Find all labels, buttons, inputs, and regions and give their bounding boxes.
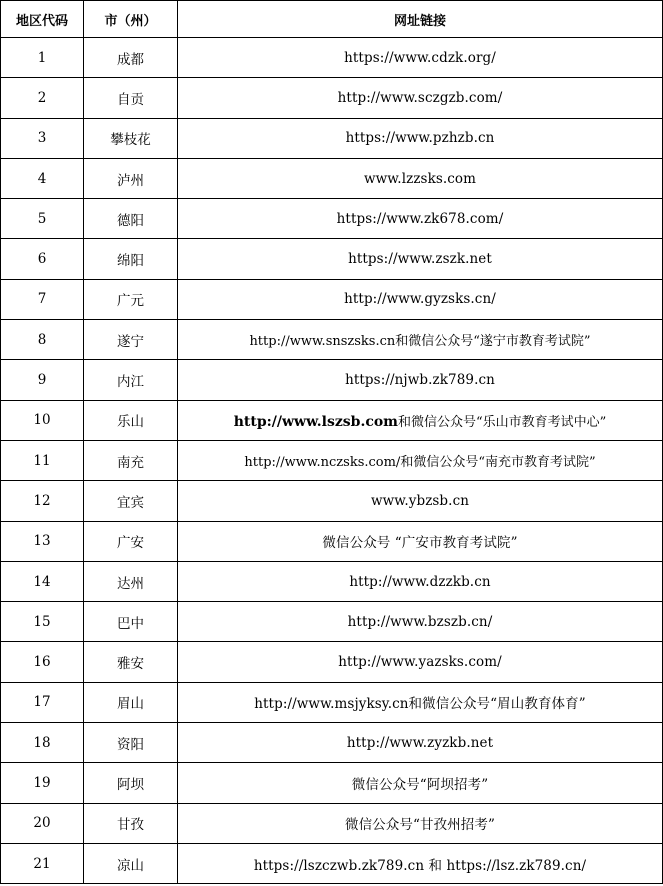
link-cell[interactable]: http://www.sczgzb.com/: [178, 78, 663, 118]
region-code-cell: 17: [1, 682, 84, 722]
link-cell[interactable]: http://www.gyzsks.cn/: [178, 279, 663, 319]
link-cell[interactable]: http://www.nczsks.com/和微信公众号“南充市教育考试院”: [178, 440, 663, 480]
header-link: 网址链接: [178, 1, 663, 38]
city-cell: 阿坝: [84, 763, 178, 803]
header-city: 市（州）: [84, 1, 178, 38]
city-cell: 南充: [84, 440, 178, 480]
table-row: [1, 763, 663, 803]
table-row: [1, 320, 663, 360]
region-code-cell: 20: [1, 803, 84, 843]
table-row: [1, 803, 663, 843]
link-cell[interactable]: https://www.zszk.net: [178, 239, 663, 279]
link-cell[interactable]: https://njwb.zk789.cn: [178, 360, 663, 400]
header-row: [1, 1, 663, 38]
table-row: [1, 843, 663, 883]
region-code-cell: 1: [1, 38, 84, 78]
region-code-cell: 18: [1, 723, 84, 763]
region-code-cell: 9: [1, 360, 84, 400]
table-row: [1, 400, 663, 440]
table-row: [1, 38, 663, 78]
city-cell: 内江: [84, 360, 178, 400]
link-cell[interactable]: www.lzzsks.com: [178, 158, 663, 198]
city-cell: 广安: [84, 521, 178, 561]
region-code-cell: 10: [1, 400, 84, 440]
region-code-cell: 5: [1, 199, 84, 239]
table-row: [1, 360, 663, 400]
region-code-cell: 6: [1, 239, 84, 279]
region-code-cell: 14: [1, 561, 84, 601]
city-cell: 眉山: [84, 682, 178, 722]
city-cell: 泸州: [84, 158, 178, 198]
region-code-cell: 8: [1, 320, 84, 360]
region-code-cell: 16: [1, 642, 84, 682]
link-note-text: 和微信公众号“乐山市教育考试中心”: [398, 414, 607, 430]
city-cell: 达州: [84, 561, 178, 601]
city-cell: 德阳: [84, 199, 178, 239]
table-row: [1, 158, 663, 198]
table-row: [1, 642, 663, 682]
link-cell[interactable]: http://www.zyzkb.net: [178, 723, 663, 763]
city-cell: 甘孜: [84, 803, 178, 843]
city-cell: 绵阳: [84, 239, 178, 279]
link-cell[interactable]: 微信公众号“阿坝招考”: [178, 763, 663, 803]
table-row: [1, 602, 663, 642]
region-code-cell: 3: [1, 118, 84, 158]
table-row: [1, 239, 663, 279]
table-row: [1, 682, 663, 722]
region-code-cell: 19: [1, 763, 84, 803]
region-code-cell: 7: [1, 279, 84, 319]
city-cell: 资阳: [84, 723, 178, 763]
city-cell: 自贡: [84, 78, 178, 118]
link-cell[interactable]: [178, 400, 663, 440]
region-code-cell: 11: [1, 440, 84, 480]
city-cell: 遂宁: [84, 320, 178, 360]
link-url-text[interactable]: http://www.lszsb.com: [233, 413, 398, 430]
table-row: [1, 521, 663, 561]
city-cell: 雅安: [84, 642, 178, 682]
city-cell: 宜宾: [84, 481, 178, 521]
region-code-cell: 2: [1, 78, 84, 118]
region-code-cell: 21: [1, 843, 84, 883]
table-row: [1, 118, 663, 158]
header-region-code: 地区代码: [1, 1, 84, 38]
table-row: [1, 440, 663, 480]
region-code-cell: 15: [1, 602, 84, 642]
city-cell: 攀枝花: [84, 118, 178, 158]
link-cell[interactable]: http://www.bzszb.cn/: [178, 602, 663, 642]
city-cell: 凉山: [84, 843, 178, 883]
region-code-cell: 4: [1, 158, 84, 198]
link-cell[interactable]: 微信公众号“甘孜州招考”: [178, 803, 663, 843]
link-cell[interactable]: http://www.dzzkb.cn: [178, 561, 663, 601]
table-row: [1, 481, 663, 521]
table-row: [1, 78, 663, 118]
link-cell[interactable]: https://www.zk678.com/: [178, 199, 663, 239]
table-row: [1, 199, 663, 239]
link-cell[interactable]: www.ybzsb.cn: [178, 481, 663, 521]
city-cell: 广元: [84, 279, 178, 319]
link-cell[interactable]: https://www.cdzk.org/: [178, 38, 663, 78]
region-code-cell: 12: [1, 481, 84, 521]
link-cell[interactable]: https://www.pzhzb.cn: [178, 118, 663, 158]
link-cell[interactable]: http://www.msjyksy.cn和微信公众号“眉山教育体育”: [178, 682, 663, 722]
link-cell[interactable]: http://www.yazsks.com/: [178, 642, 663, 682]
city-cell: 乐山: [84, 400, 178, 440]
region-code-cell: 13: [1, 521, 84, 561]
table-row: [1, 279, 663, 319]
link-cell[interactable]: http://www.snszsks.cn和微信公众号“遂宁市教育考试院”: [178, 320, 663, 360]
link-cell[interactable]: 微信公众号 “广安市教育考试院”: [178, 521, 663, 561]
city-cell: 成都: [84, 38, 178, 78]
table-row: [1, 561, 663, 601]
link-cell[interactable]: https://lszczwb.zk789.cn 和 https://lsz.zk789.cn/: [178, 843, 663, 883]
city-cell: 巴中: [84, 602, 178, 642]
table-row: [1, 723, 663, 763]
